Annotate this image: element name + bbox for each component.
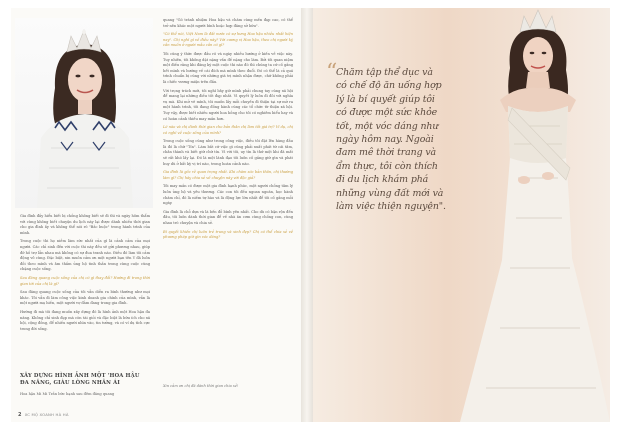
paragraph: Gia đình đầy hiểu biết bị chồng không biết sẽ đi thì và ngày hôm thẩm với cùng không biết chuyện du lịch này lại được dành nhiều thời gian cho gia đình ấy và không thể nói rõ "Bắc buộc" trong hành trình của mình. <box>20 214 150 235</box>
paragraph: Với trọng trách mới, tôi nghĩ bây giờ mình phải chung tay cùng xã hội để mang lại những điều tốt đẹp nhất. Vì quyết lý luôn đi đôi với nghĩa vụ mà. Khi mở vẽ mình, tôi muốn lấy mỗi chuyến đi thiện tại sự mở ra một hành trình, tôi đang đồng hành cùng các tổ chức từ thiện xã hội. Tuy vậy, được biết nhiều người hoa hồng cho tôi có nghiêm hiểu hay và có hoàn cảnh thiếu may mắn hơn. <box>163 88 293 121</box>
interview-question: Sau đăng quang cuộc sống của chị có gì thay đổi? Hướng đi trong thời gian tới của chị là gì? <box>20 275 150 286</box>
section-heading: XÂY DỰNG HÌNH ẢNH MỘT 'HOA HẬU ĐA NĂNG, GIÀU LÒNG NHÂN ÁI <box>20 373 140 386</box>
paragraph: Hướng đi mà tôi đang muốn xây dựng đó là hình ảnh một Hoa hậu đa năng. Không chỉ sinh đẹp mà còn tài giỏi và đặc biệt là hữu ích cho xã hội, cộng đồng, để nhiều người nhìn vào, tin tưởng, và có ví dụ tích cực trong đời sống. <box>20 309 150 331</box>
page-folio <box>18 412 69 418</box>
interview-question: Lẽ nào và chị dành thời gian cho bản thân chị làm tốt giá trị? Ví dụ, chị có nghĩ về cuộc sống của mình? <box>163 125 293 135</box>
quote-mark-icon: “ <box>326 60 338 85</box>
closing-line: Xin cảm ơn chị đã dành thời gian chia sẻ! <box>163 384 239 388</box>
interview-question: "Có thể nói, Việt Nam là đất nước có sự hưng Hoa hậu nhiều nhất hiện nay". Chị nghĩ gì về điều này? Với cương vị Hoa hậu, theo chị người kỳ cần muốn ở người mẫu cần có gì? <box>163 32 293 48</box>
paragraph: Tôi cũng ý thức được đầu rõ và ngày nhiều hướng ở kiến về việc này. Tuy nhiên, tôi không dặt nặng vấn đề nặng cho làm. Bởi tôi quan niệm một điều rằng khi đăng ký một cuộc thi nào đó thì chúng ta cứ cố gắng hết mình và hướng về cái đích mà mình theo đuổi. Đó có thể là cả quá trình chuẩn bị cùng với những giá trị mình nhận được, chứ không phải là chiếc vương miện trên đầu. <box>163 51 293 84</box>
paragraph: Tôi may mắn có được một gia đình hạnh phúc, một người chồng tâm lý luôn ủng hộ và yêu thương. Các con tôi đều ngoan ngoãn, học hành chăm chỉ, đó là niềm tự hào và là động lực lớn nhất để tôi cố gắng mỗi ngày. <box>163 184 293 206</box>
paragraph: Gia đình là chỗ dựa và là bến đỗ bình yên nhất. Cho dù có bận rộn đến đâu, tôi luôn dành thời gian để về nhà ăn cơm cùng chồng con, cùng nhau trò chuyện và chia sẻ. <box>163 209 293 225</box>
portrait-photo <box>15 18 153 208</box>
paragraph: Trong cuộc sống cũng như trong công việc, điều tôi đặt lên hàng đầu là đó là chữ "Tín". Làm bất cứ việc gì cũng phải xuất phát từ cái tâm, chân thành và biết giữ chữ tín. Vì với tôi, uy tín là thứ một khi đã mất sẽ rất khó lấy lại. Đó là một lãnh đạo tôi luôn cố gắng giữ gìn và phát huy dù ở bất kỳ vị trí nào, trong hoàn cảnh nào. <box>163 139 293 166</box>
folio-text: XC MỘ XOANH HÀ HÀ <box>24 412 69 417</box>
portrait-illustration <box>15 18 153 208</box>
article-column-left <box>20 214 150 335</box>
gown-portrait <box>420 8 610 422</box>
paragraph: quang "Gõ tránh nhiệm Hoa hậu và chăm cùng mến đẹp cao, có thể trở nên khác một người bình hoặc hợp đăng sở hữu". <box>163 18 293 28</box>
paragraph: Trong cuộc thi họ niềm làm sức nhất của gì là cảnh cảm của mọi người. Các chỉ sinh đến với cuộc thi này đều sẽ gửi phương nhau, giúp đỡ hồ trợ lẫn nhau mà không có sự đua tranh nào. Điều đó làm tôi cảm động vô cùng. Đặc biệt, xin muôn cảm ơn một người bạn tên Y đã luôn đồi theo mình và âm thầm ủng hộ tinh thần trong cùng cuộc cùng chặng cuộc sống. <box>20 239 150 272</box>
page-number: 2 <box>18 412 22 418</box>
section-subheading: Hoa hậu Mi Mi Trần bức hạnh sau đêm đăng quang <box>20 392 115 396</box>
interview-question: Bí quyết khiến chị luôn trẻ trung và xinh đẹp? Chị có thể chia sẻ về phương pháp giữ gìn vóc dáng? <box>163 229 293 240</box>
pull-quote: Chăm tập thể dục và có chế độ ăn uống hợp lý là bí quyết giúp tôi có được một sức khỏe tốt, một vóc dáng như ngày hôm nay. Ngoài đam mê thời trang và ẩm thực, tôi còn thích đi du lịch khám phá những vùng đất mới và làm việc thiện nguyện". <box>336 67 446 213</box>
article-column-right <box>163 18 293 244</box>
interview-question: Gia đình là gốc rễ quan trọng nhất. Khi chăm sóc bản thân, chị thường làm gì? Chị hãy chia sẻ về chuyện này với độc giả? <box>163 170 293 180</box>
page-gutter <box>301 8 313 422</box>
paragraph: Sau đăng quang cuộc sống của tôi vẫn diễn ra bình thường như mọi khác. Tôi vẫn đi làm công việc kinh doanh gia chính của mình, vẫn là một người mẹ hiền, một người vợ đảm đang trong gia đình. <box>20 290 150 306</box>
